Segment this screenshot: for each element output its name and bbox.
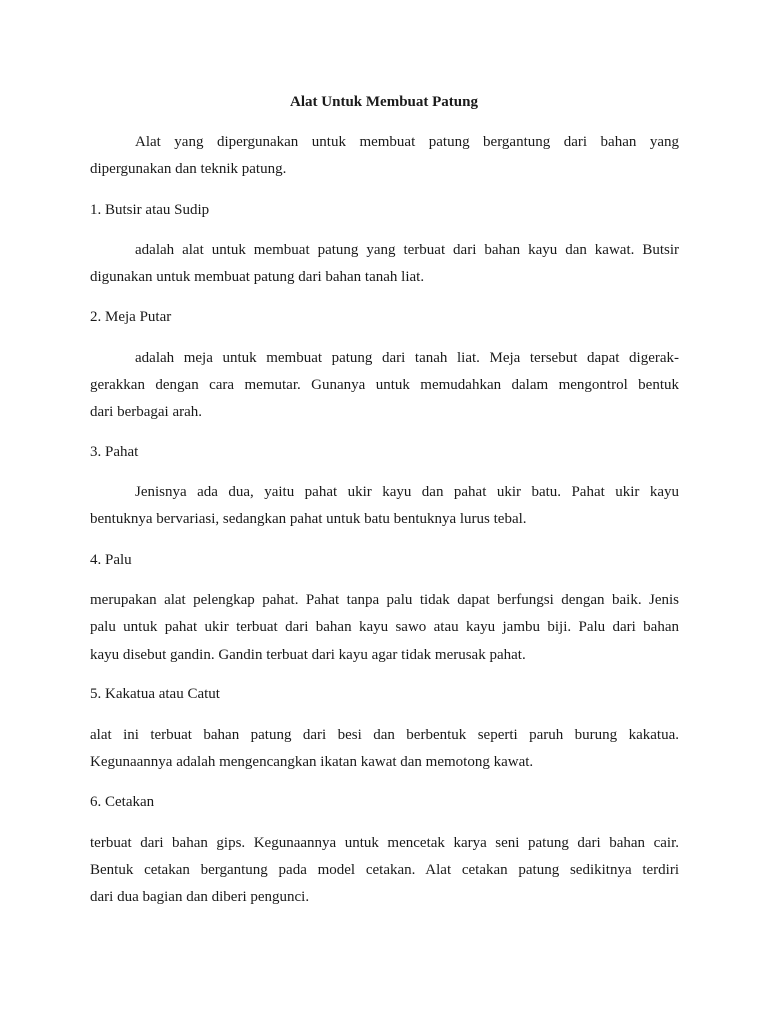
section-paragraph-line: merupakan alat pelengkap pahat. Pahat tanpa palu tidak dapat berfungsi dengan baik. Jenis bbox=[90, 592, 679, 608]
section-paragraph-line: Bentuk cetakan bergantung pada model cetakan. Alat cetakan patung sedikitnya terdiri bbox=[90, 862, 679, 878]
section-heading: 4. Palu bbox=[90, 552, 132, 568]
section-paragraph-line: adalah alat untuk membuat patung yang terbuat dari bahan kayu dan kawat. Butsir bbox=[135, 242, 679, 258]
section-paragraph-line: palu untuk pahat ukir terbuat dari bahan kayu sawo atau kayu jambu biji. Palu dari bahan bbox=[90, 619, 679, 635]
document-title: Alat Untuk Membuat Patung bbox=[290, 94, 478, 110]
section-heading: 6. Cetakan bbox=[90, 794, 155, 810]
section-paragraph-line: kayu disebut gandin. Gandin terbuat dari kayu agar tidak merusak pahat. bbox=[90, 647, 526, 663]
section-paragraph-line: gerakkan dengan cara memutar. Gunanya untuk memudahkan dalam mengontrol bentuk bbox=[90, 377, 679, 393]
section-paragraph-line: Jenisnya ada dua, yaitu pahat ukir kayu dan pahat ukir batu. Pahat ukir kayu bbox=[135, 484, 679, 500]
section-heading: 5. Kakatua atau Catut bbox=[90, 686, 220, 702]
section-heading: 1. Butsir atau Sudip bbox=[90, 202, 210, 218]
section-paragraph-line: digunakan untuk membuat patung dari bahan tanah liat. bbox=[90, 269, 425, 285]
section-heading: 2. Meja Putar bbox=[90, 309, 172, 325]
section-paragraph-line: alat ini terbuat bahan patung dari besi dan berbentuk seperti paruh burung kakatua. bbox=[90, 727, 679, 743]
section-paragraph-line: dari berbagai arah. bbox=[90, 404, 203, 420]
section-heading: 3. Pahat bbox=[90, 444, 139, 460]
section-paragraph-line: terbuat dari bahan gips. Kegunaannya untuk mencetak karya seni patung dari bahan cair. bbox=[90, 835, 679, 851]
section-paragraph-line: adalah meja untuk membuat patung dari tanah liat. Meja tersebut dapat digerak- bbox=[135, 350, 679, 366]
intro-paragraph-line: Alat yang dipergunakan untuk membuat patung bergantung dari bahan yang bbox=[135, 134, 679, 150]
section-paragraph-line: dari dua bagian dan diberi pengunci. bbox=[90, 889, 310, 905]
intro-paragraph-line: dipergunakan dan teknik patung. bbox=[90, 161, 287, 177]
section-paragraph-line: bentuknya bervariasi, sedangkan pahat untuk batu bentuknya lurus tebal. bbox=[90, 511, 527, 527]
section-paragraph-line: Kegunaannya adalah mengencangkan ikatan kawat dan memotong kawat. bbox=[90, 754, 534, 770]
